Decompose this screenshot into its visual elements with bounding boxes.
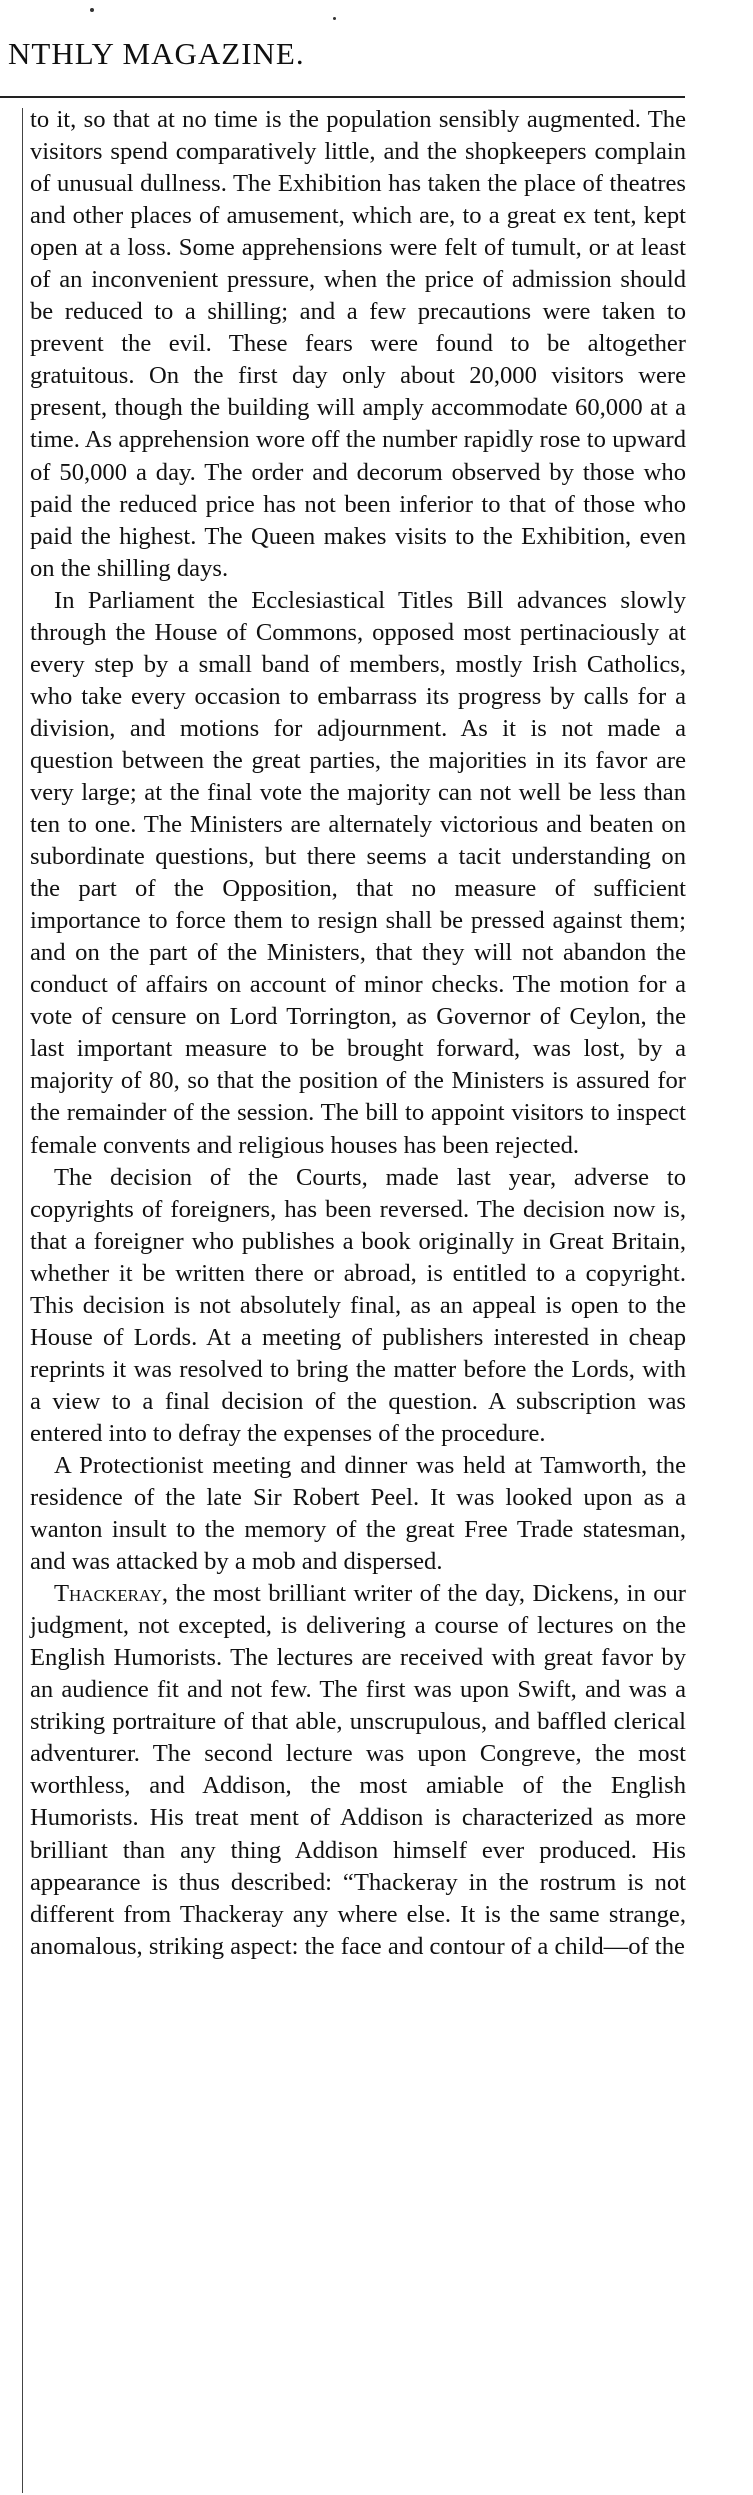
paragraph-protectionist-meeting [30, 1450, 686, 1578]
paragraph-copyright-decision [30, 1162, 686, 1450]
paragraph-text: The decision of the Courts, made last year, adverse to copyrights of foreigners, has been reversed. The decision now is, that a foreigner who publishes a book originally in Great Britain, whether it be written there or abroad, is entitled to a copyright. This decision is not absolutely final, as an appeal is open to the House of Lords. At a meeting of publishers interested in cheap reprints it was resolved to bring the matter before the Lords, with a view to a final decision of the question. A subscription was entered into to defray the expenses of the procedure. [30, 1163, 686, 1447]
paragraph-parliament [30, 585, 686, 1162]
ink-speck [90, 8, 94, 12]
paragraph-lead-word: Thackeray [54, 1580, 162, 1608]
article-column [30, 104, 686, 1963]
ink-speck [333, 17, 336, 20]
paragraph-text: A Protectionist meeting and dinner was held at Tamworth, the residence of the late Sir Robert Peel. It was looked upon as a wanton insult to the memory of the great Free Trade statesman, and was attacked by a mob and dispersed. [30, 1451, 686, 1576]
paragraph-text: to it, so that at no time is the population sensibly augmented. The visitors spend comparatively little, and the shopkeepers complain of unusual dullness. The Exhibition has taken the place of theatres and other places of amusement, which are, to a great ex tent, kept open at a loss. Some apprehensions were felt of tumult, or at least of an inconvenient pressure, when the price of admission should be reduced to a shilling; and a few precautions were taken to prevent the evil. These fears were found to be altogether gratuitous. On the first day only about 20,000 visitors were present, though the building will amply accommodate 60,000 at a time. As apprehension wore off the number rapidly rose to upward of 50,000 a day. The order and decorum observed by those who paid the reduced price has not been inferior to that of those who paid the highest. The Queen makes visits to the Exhibition, even on the shilling days. [30, 106, 686, 582]
paragraph-text: In Parliament the Ecclesiastical Titles Bill advances slowly through the House of Commons, opposed most pertinaciously at every step by a small band of members, mostly Irish Catholics, who take every occasion to embarrass its progress by calls for a division, and motions for adjournment. As it is not made a question between the great parties, the majorities in its favor are very large; at the final vote the majority can not well be less than ten to one. The Ministers are alternately victorious and beaten on subordinate questions, but there seems a tacit understanding on the part of the Opposition, that no measure of sufficient importance to force them to resign shall be pressed against them; and on the part of the Ministers, that they will not abandon the conduct of affairs on account of minor checks. The motion for a vote of censure on Lord Torrington, as Governor of Ceylon, the last important measure to be brought forward, was lost, by a majority of 80, so that the position of the Ministers is assured for the remainder of the session. The bill to appoint visitors to inspect female convents and religious houses has been rejected. [30, 586, 686, 1159]
running-head: NTHLY MAGAZINE. [8, 36, 305, 71]
column-margin-rule [22, 108, 23, 2493]
paragraph-thackeray-lectures [30, 1578, 686, 1963]
paragraph-text: , the most brilliant writer of the day, Dickens, in our judgment, not excepted, is delivering a course of lectures on the English Humorists. The lectures are received with great favor by an audience fit and not few. The first was upon Swift, and was a striking portraiture of that able, unscrupulous, and baffled clerical adventurer. The second lecture was upon Congreve, the most worthless, and Addison, the most amiable of the English Humorists. His treat ment of Addison is characterized as more brilliant than any thing Addison himself ever produced. His appearance is thus described: “Thackeray in the rostrum is not different from Thackeray any where else. It is the same strange, anomalous, striking aspect: the face and contour of a child—of the [30, 1580, 686, 1960]
page-header [0, 36, 685, 80]
paragraph-exhibition-attendance [30, 104, 686, 585]
header-rule [0, 96, 685, 98]
